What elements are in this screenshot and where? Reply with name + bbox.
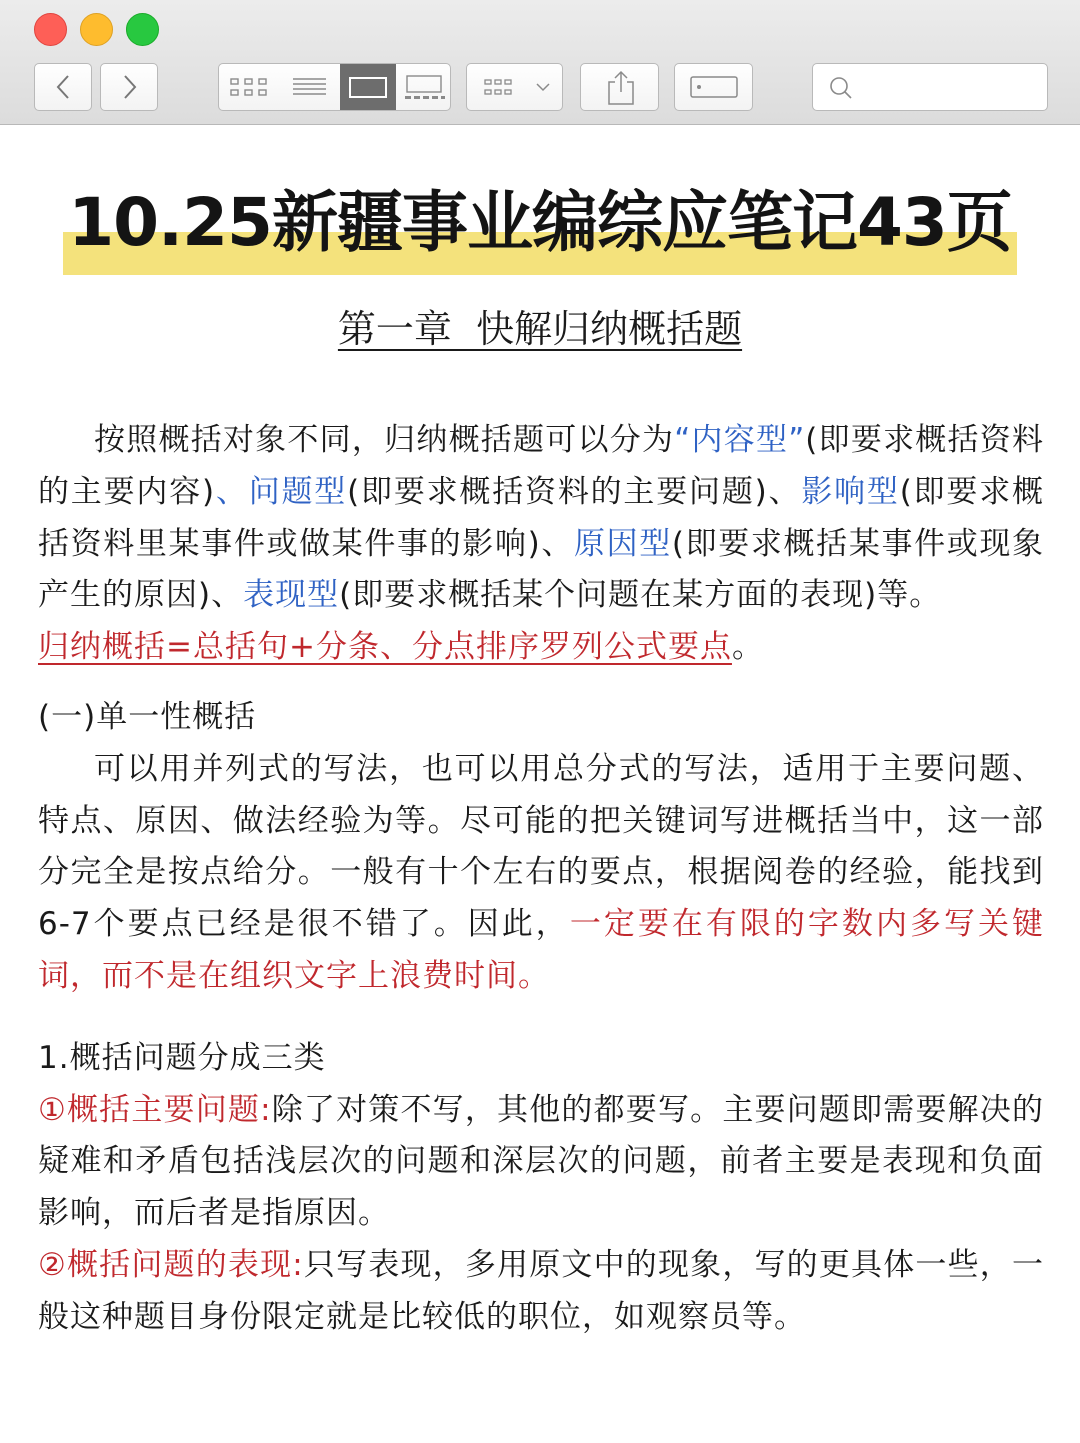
type-content: “内容型” bbox=[674, 422, 806, 458]
share-button[interactable] bbox=[580, 63, 659, 111]
section1-text: 可以用并列式的写法，也可以用总分式的写法，适用于主要问题、特点、原因、做法经验为等。尽可能的把关键词写进概括当中，这一部分完全是按点给分。一般有十个左右的要点，根据阅卷的经验，能找到6-7个要点已经是很不错了。因此， bbox=[38, 750, 1044, 943]
document-body bbox=[38, 415, 1044, 1344]
intro-text-4: (即要求概括资料里某事件或做某件事的影响)、 bbox=[38, 473, 1045, 562]
item1-text: 除了对策不写，其他的都要写。主要问题即需要解决的疑难和矛盾包括浅层次的问题和深层次的问题，前者主要是表现和负面影响，而后者是指原因。 bbox=[38, 1091, 1044, 1232]
minimize-window-button[interactable] bbox=[80, 13, 113, 46]
intro-text-2: (即要求概括资料的主要内容) bbox=[38, 422, 1045, 510]
intro-text-5: (即要求概括某事件或现象产生的原因)、 bbox=[38, 525, 1045, 614]
arrange-dropdown[interactable] bbox=[466, 63, 563, 111]
type-manifestation: 表现型 bbox=[243, 577, 340, 614]
item1-label: ①概括主要问题: bbox=[38, 1091, 272, 1128]
list-icon bbox=[279, 64, 340, 110]
type-cause: 原因型 bbox=[573, 525, 672, 562]
title-container bbox=[0, 178, 1080, 268]
grid-view-button[interactable] bbox=[219, 64, 279, 110]
share-icon bbox=[581, 64, 660, 110]
chevron-left-icon bbox=[35, 64, 93, 110]
formula-text: 归纳概括=总括句+分条、分点排序罗列公式要点 bbox=[38, 629, 732, 666]
formula-end: 。 bbox=[731, 629, 764, 666]
single-page-icon bbox=[340, 64, 396, 110]
search-input[interactable] bbox=[812, 63, 1048, 111]
arrange-grid-icon bbox=[467, 64, 564, 110]
section2-item-1 bbox=[38, 1085, 1044, 1240]
page-title: 10.25新疆事业编综应笔记43页 bbox=[68, 184, 1012, 261]
view-mode-control[interactable] bbox=[218, 63, 451, 111]
type-impact: 影响型 bbox=[801, 473, 900, 510]
intro-text-3: (即要求概括资料的主要问题)、 bbox=[347, 473, 802, 510]
zoom-window-button[interactable] bbox=[126, 13, 159, 46]
type-problem: 、问题型 bbox=[215, 473, 348, 510]
item2-text: 只写表现，多用原文中的现象，写的更具体一些，一般这种题目身份限定就是比较低的职位，如观察员等。 bbox=[38, 1246, 1044, 1335]
filmstrip-icon bbox=[396, 64, 451, 110]
item2-label: ②概括问题的表现: bbox=[38, 1246, 304, 1283]
chapter-heading bbox=[0, 303, 1080, 355]
chevron-right-icon bbox=[101, 64, 159, 110]
section1-emphasis: 一定要在有限的字数内多写关键词，而不是在组织文字上浪费时间。 bbox=[38, 906, 1044, 994]
window-toolbar bbox=[0, 0, 1080, 125]
grid-icon bbox=[219, 64, 279, 110]
intro-text-6: (即要求概括某个问题在某方面的表现)等。 bbox=[339, 577, 942, 614]
close-window-button[interactable] bbox=[34, 13, 67, 46]
back-button[interactable] bbox=[34, 63, 92, 111]
section2-heading: 1.概括问题分成三类 bbox=[38, 1039, 326, 1076]
list-view-button[interactable] bbox=[279, 64, 340, 110]
intro-paragraph bbox=[38, 415, 1044, 622]
forward-button[interactable] bbox=[100, 63, 158, 111]
chapter-title: 第一章 快解归纳概括题 bbox=[337, 307, 743, 351]
intro-text-1: 按照概括对象不同，归纳概括题可以分为 bbox=[94, 422, 675, 458]
section2-item-2 bbox=[38, 1240, 1044, 1344]
single-page-view-button[interactable] bbox=[340, 64, 396, 110]
section1-paragraph bbox=[38, 744, 1044, 1003]
section1-heading: (一)单一性概括 bbox=[38, 698, 257, 735]
formula-line bbox=[38, 622, 1044, 674]
search-icon bbox=[819, 64, 859, 110]
tag-button[interactable] bbox=[674, 63, 753, 111]
filmstrip-view-button[interactable] bbox=[396, 64, 451, 110]
tag-icon bbox=[675, 64, 754, 110]
